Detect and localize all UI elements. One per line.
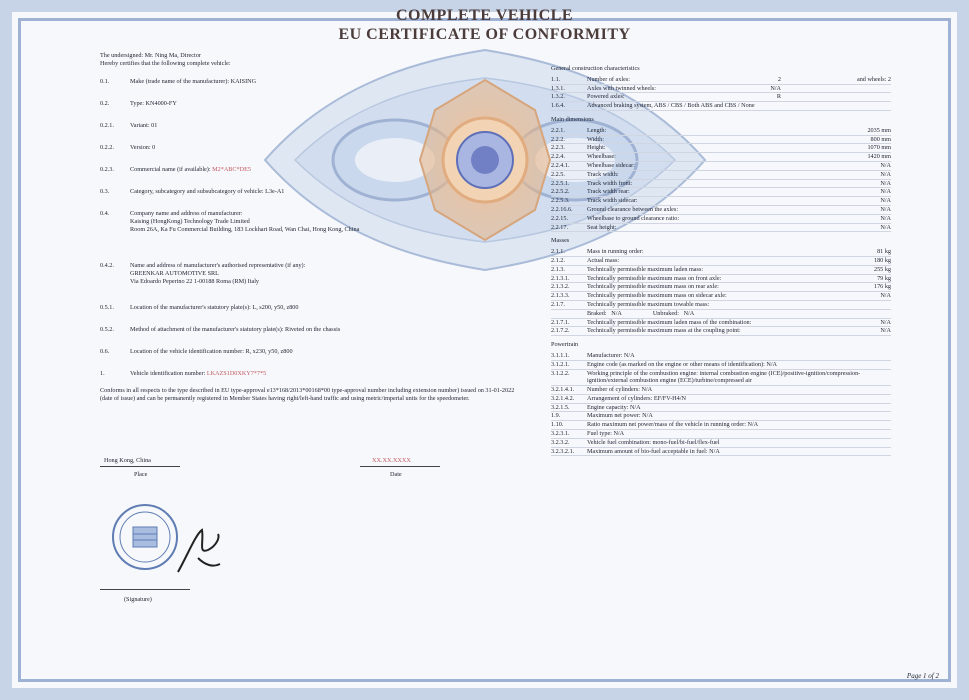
row-value: N/A: [880, 292, 891, 300]
row-value: 79 kg: [877, 274, 891, 282]
item-number: 0.2.2.: [100, 144, 114, 151]
row-label: Powered axles:: [587, 93, 625, 101]
general-title: General construction characteristics: [551, 65, 640, 72]
dims-row: [551, 144, 891, 153]
row-value: 1420 mm: [867, 153, 891, 161]
row-number: 3.2.1.4.1.: [551, 386, 575, 394]
general-row: [551, 85, 891, 94]
item-0-5-1: [100, 304, 520, 312]
row-label: Working principle of the combustion engine: internal combustion engine (ICE)/positive-ignition/compression-ignition/external combustion engine (ECE)/turbine/compressed air: [587, 369, 861, 385]
item-0-5-2: [100, 326, 520, 334]
representative-block: [130, 262, 520, 286]
masses-row: [551, 301, 891, 310]
place-label: Place: [134, 471, 148, 478]
row-number: 1.9.: [551, 412, 561, 420]
item-0-4: [100, 210, 520, 234]
power-row: [551, 421, 891, 430]
row-label: Ground clearance between the axles:: [587, 205, 679, 213]
row-number: 1.10.: [551, 421, 564, 429]
right-column: [551, 60, 891, 456]
page-number: Page 1 of 2: [906, 672, 939, 680]
row-label: Seat height:: [587, 223, 617, 231]
masses-row: [551, 257, 891, 266]
masses-row: [551, 248, 891, 257]
braked-value: N/A: [611, 309, 622, 317]
dims-row: [551, 206, 891, 215]
masses-row: [551, 275, 891, 284]
row-number: 2.1.7.: [551, 300, 565, 308]
item-label: Type: KN4000-FY: [130, 100, 177, 107]
item-number: 0.4.: [100, 210, 110, 217]
row-label: Wheelbase:: [587, 153, 616, 161]
masses2-row: [551, 319, 891, 328]
masses-combination-list: [551, 319, 891, 337]
row-extra: [781, 93, 891, 101]
dims-row: [551, 180, 891, 189]
row-value: N/A: [880, 318, 891, 326]
power-row: [551, 370, 891, 387]
row-extra: and wheels: 2: [856, 75, 891, 83]
row-value: 176 kg: [873, 283, 891, 291]
item-label: Version: 0: [130, 144, 156, 151]
masses-row: [551, 283, 891, 292]
manufacturer-block: [130, 210, 520, 234]
row-number: 1.3.2.: [551, 93, 565, 101]
braked-wrap: [587, 310, 891, 318]
rep-label: Name and address of manufacturer's authorised representative (if any):: [130, 262, 306, 269]
row-value: N/A: [880, 161, 891, 169]
manufacturer-name: Kaising (HongKong) Technology Trade Limited: [130, 218, 250, 225]
intro-line-1: The undersigned: Mr. Ning Ma, Director: [100, 52, 201, 59]
row-number: 1.1.: [551, 75, 561, 83]
power-row: [551, 352, 891, 361]
row-label: Wheelbase sidecar:: [587, 161, 635, 169]
row-number: 2.2.15.: [551, 214, 569, 222]
row-number: 2.2.17.: [551, 223, 569, 231]
place-line: [100, 466, 180, 467]
row-number: 2.2.5.3.: [551, 197, 570, 205]
row-value: N/A: [880, 179, 891, 187]
row-value: N/A: [770, 84, 781, 92]
row-label: Number of axles:: [587, 75, 630, 83]
row-value: 255 kg: [873, 265, 891, 273]
row-label: Advanced braking system, ABS / CBS / Both ABS and CBS / None: [587, 102, 755, 110]
row-label: Manufacturer: N/A: [587, 351, 635, 359]
row-number: 2.1.1.: [551, 248, 565, 256]
row-value: N/A: [880, 170, 891, 178]
row-label: Track width sidecar:: [587, 197, 638, 205]
dims-row: [551, 153, 891, 162]
left-column: [100, 52, 520, 403]
item-number: 0.2.: [100, 100, 110, 107]
row-number: 2.2.4.: [551, 153, 565, 161]
item-number: 0.2.1.: [100, 122, 114, 129]
item-label: Vehicle identification number:: [130, 370, 207, 377]
item-label: Location of the manufacturer's statutory plate(s): L, s200, y50, z800: [130, 304, 299, 311]
row-label: Technically permissible maximum towable mass:: [587, 300, 710, 308]
power-row: [551, 386, 891, 395]
masses-title: Masses: [551, 237, 570, 245]
row-label: Arrangement of cylinders: EF/FV-H4/N: [587, 394, 686, 402]
row-number: 2.1.3.1.: [551, 274, 570, 282]
powertrain-title: Powertrain: [551, 341, 579, 349]
item-label: Company name and address of manufacturer:: [130, 210, 243, 217]
row-number: 2.2.16.6.: [551, 205, 573, 213]
masses2-row: [551, 327, 891, 336]
row-number: 2.1.7.2.: [551, 327, 570, 335]
row-value: 180 kg: [873, 256, 891, 264]
row-number: 3.2.3.1.: [551, 430, 570, 438]
item-label: Variant: 01: [130, 122, 158, 129]
row-value: N/A: [880, 197, 891, 205]
braked-label: Braked:: [587, 309, 607, 317]
item-number: 0.5.2.: [100, 326, 114, 333]
item-number: 0.6.: [100, 348, 110, 355]
power-row: [551, 430, 891, 439]
row-value: N/A: [880, 223, 891, 231]
date-label: Date: [390, 471, 402, 478]
masses-row: [551, 266, 891, 275]
item-label: Make (trade name of the manufacturer): KAISING: [130, 78, 257, 85]
dims-row: [551, 197, 891, 206]
row-number: 2.1.3.3.: [551, 292, 570, 300]
item-0-3: [100, 188, 520, 196]
dims-row: [551, 171, 891, 180]
unbraked-value: N/A: [683, 309, 695, 317]
row-label: Mass in running order:: [587, 248, 644, 256]
row-number-empty: [551, 310, 587, 318]
item-0-2: [100, 100, 520, 108]
row-label: Technically permissible maximum mass at the coupling point:: [587, 327, 741, 335]
item-number: 0.5.1.: [100, 304, 114, 311]
row-label: Technically permissible maximum laden mass:: [587, 265, 704, 273]
row-label: Engine code (as marked on the engine or other means of identification): N/A: [587, 360, 778, 368]
item-label: Method of attachment of the manufacturer's statutory plate(s): Riveted on the chassis: [130, 326, 341, 333]
masses-list: [551, 248, 891, 310]
item-0-2-1: [100, 122, 520, 130]
date-line: [360, 466, 440, 467]
row-number: 3.2.1.4.2.: [551, 394, 575, 402]
item-label: Location of the vehicle identification number: R, x230, y50, z800: [130, 348, 293, 355]
dims-row: [551, 162, 891, 171]
power-row: [551, 404, 891, 413]
row-number: 2.1.2.: [551, 256, 565, 264]
dims-row: [551, 136, 891, 145]
item-label: Commercial name (if available):: [130, 166, 213, 173]
item-0-4-2: [100, 262, 520, 286]
row-label: Fuel type: N/A: [587, 430, 625, 438]
general-row: [551, 93, 891, 102]
item-0-1: [100, 78, 520, 86]
row-value: 2: [777, 75, 781, 83]
row-number: 2.2.4.1.: [551, 161, 570, 169]
item-label: Category, subcategory and subsubcategory of vehicle: L3e-A1: [130, 188, 285, 195]
row-number: 2.2.5.: [551, 170, 565, 178]
row-number: 2.2.5.2.: [551, 188, 570, 196]
vin-value: LKAZS1D0XKY7*7*5: [206, 370, 267, 377]
dims-title: Main dimensions: [551, 115, 594, 123]
item-1-vin: [100, 370, 520, 378]
row-label: Axles with twinned wheels:: [587, 84, 656, 92]
row-label: Height:: [587, 144, 606, 152]
dimensions-list: [551, 127, 891, 233]
row-label: Maximum amount of bio-fuel acceptable in fuel: N/A: [587, 447, 720, 455]
signatory-label: (Signature): [124, 596, 152, 603]
row-number: 2.1.7.1.: [551, 318, 570, 326]
power-row: [551, 439, 891, 448]
item-0-2-3: [100, 166, 520, 174]
item-number: 0.3.: [100, 188, 110, 195]
row-label: Engine capacity: N/A: [587, 403, 641, 411]
row-number: 1.6.4.: [551, 102, 565, 110]
row-label: Track width:: [587, 170, 619, 178]
row-number: 2.1.3.: [551, 265, 565, 273]
row-value: [827, 102, 891, 110]
power-row: [551, 448, 891, 457]
row-value: N/A: [880, 205, 891, 213]
unbraked-label: Unbraked:: [652, 309, 679, 317]
dims-row: [551, 224, 891, 233]
row-value: N/A: [880, 327, 891, 335]
row-number: 3.2.3.2.1.: [551, 447, 575, 455]
row-label: Ratio maximum net power/mass of the vehicle in running order: N/A: [587, 421, 759, 429]
row-label: Number of cylinders: N/A: [587, 386, 653, 394]
place-value: Hong Kong, China: [104, 457, 151, 464]
row-number: 2.2.5.1.: [551, 179, 570, 187]
row-label: Technically permissible maximum mass on sidecar axle:: [587, 292, 727, 300]
row-value: [827, 301, 891, 309]
dims-row: [551, 127, 891, 136]
handwritten-signature: [168, 524, 228, 580]
date-value: XX.XX.XXXX: [372, 457, 411, 464]
row-number: 3.2.1.5.: [551, 403, 570, 411]
row-value: 2035 mm: [867, 126, 891, 134]
item-label-wrap: [130, 166, 520, 174]
row-label: Maximum net power: N/A: [587, 412, 653, 420]
row-value: 1070 mm: [867, 144, 891, 152]
item-number: 0.2.3.: [100, 166, 114, 173]
row-label: Track width rear:: [587, 188, 630, 196]
conformity-statement: Conforms in all respects to the type described in EU type-approval e13*168/2013*00168*00 type-approval number including extension number) issued on 31-01-2022 (date of issue) and can be permanently registered in Member States having right/left-hand traffic and using metric/imperial units for the speedometer.: [100, 387, 515, 402]
title-line-1: COMPLETE VEHICLE: [395, 7, 574, 24]
title-line-2: EU CERTIFICATE OF CONFORMITY: [338, 26, 631, 43]
signature-line: [100, 589, 190, 590]
row-label: Technically permissible maximum mass on front axle:: [587, 274, 722, 282]
row-number: 3.1.1.1.: [551, 351, 570, 359]
commercial-name-value: M2*ABC*DE5: [212, 166, 251, 173]
rep-address: Via Edoardo Peperino 22 1-00188 Roma (RM) Italy: [130, 278, 260, 285]
row-label: Technically permissible maximum mass on rear axle:: [587, 283, 719, 291]
row-number: 2.2.1.: [551, 126, 565, 134]
dims-row: [551, 188, 891, 197]
general-row: [551, 102, 891, 111]
row-label: Vehicle fuel combination: mono-fuel/bi-fuel/flex-fuel: [587, 438, 720, 446]
row-value: N/A: [880, 214, 891, 222]
masses-row: [551, 292, 891, 301]
item-number: 1.: [100, 370, 105, 377]
row-number: 3.2.3.2.: [551, 438, 570, 446]
item-0-2-2: [100, 144, 520, 152]
row-label: Technically permissible maximum laden mass of the combination:: [587, 318, 752, 326]
item-number: 0.1.: [100, 78, 110, 85]
row-label: Track width front:: [587, 179, 633, 187]
manufacturer-address: Room 26A, Ka Fu Commercial Building, 183 Lockhart Road, Wan Chai, Hong Kong, China: [130, 226, 360, 233]
power-row: [551, 412, 891, 421]
rep-name: GREENKAR AUTOMOTIVE SRL: [130, 270, 219, 277]
row-number: 2.2.3.: [551, 144, 565, 152]
item-number: 0.4.2.: [100, 262, 114, 269]
dims-row: [551, 215, 891, 224]
braked-row: [551, 310, 891, 319]
row-number: 2.2.2.: [551, 135, 565, 143]
row-number: 3.1.2.2.: [551, 369, 570, 377]
row-value: 800 mm: [870, 135, 891, 143]
row-label: Actual mass:: [587, 256, 620, 264]
item-0-6: [100, 348, 520, 356]
row-extra: [781, 85, 891, 93]
row-number: 1.3.1.: [551, 84, 565, 92]
power-row: [551, 395, 891, 404]
row-number: 3.1.2.1.: [551, 360, 570, 368]
row-label: Wheelbase to ground clearance ratio:: [587, 214, 680, 222]
powertrain-list: [551, 352, 891, 457]
power-row: [551, 361, 891, 370]
row-label: Width:: [587, 135, 604, 143]
intro-line-2: Hereby certifies that the following complete vehicle:: [100, 60, 231, 67]
vin-wrap: [130, 370, 520, 378]
row-value: 81 kg: [877, 248, 891, 256]
row-value: R: [776, 93, 781, 101]
row-value: N/A: [880, 188, 891, 196]
row-label: Length:: [587, 126, 607, 134]
general-row: [551, 76, 891, 85]
row-number: 2.1.3.2.: [551, 283, 570, 291]
